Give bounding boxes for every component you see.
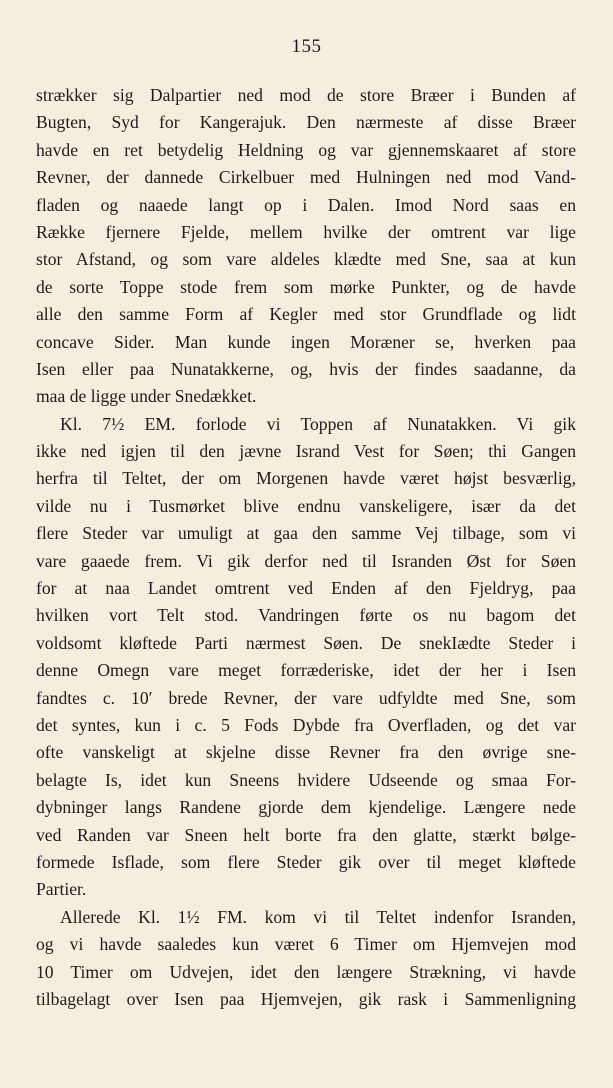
- text-line: og vi havde saaledes kun været 6 Timer om Hjemvejen mod: [36, 934, 576, 955]
- text-line: fandtes c. 10′ brede Revner, der vare udfyldte med Sne, som: [36, 687, 576, 708]
- text-line: ofte vanskeligt at skjelne disse Revner fra den øvrige sne-: [36, 742, 576, 763]
- text-line: Revner, der dannede Cirkelbuer med Hulningen ned mod Vand-: [36, 167, 576, 188]
- text-line: Partier.: [36, 879, 87, 900]
- text-line: denne Omegn vare meget forræderiske, idet der her i Isen: [36, 660, 576, 681]
- text-line: concave Sider. Man kunde ingen Moræner se, hverken paa: [36, 331, 576, 352]
- text-line: fladen og naaede langt op i Dalen. Imod Nord saas en: [36, 194, 576, 215]
- text-line: Kl. 7½ EM. forlode vi Toppen af Nunatakken. Vi gik: [60, 413, 576, 434]
- text-line: maa de ligge under Snedækket.: [36, 386, 257, 407]
- text-line: ved Randen var Sneen helt borte fra den glatte, stærkt bølge-: [36, 824, 576, 845]
- text-line: for at naa Landet omtrent ved Enden af den Fjeldryg, paa: [36, 578, 576, 599]
- text-line: hvilken vort Telt stod. Vandringen førte os nu bagom det: [36, 605, 576, 626]
- text-line: tilbagelagt over Isen paa Hjemvejen, gik rask i Sammenligning: [36, 988, 576, 1009]
- text-line: herfra til Teltet, der om Morgenen havde været højst besværlig,: [36, 468, 576, 489]
- text-line: flere Steder var umuligt at gaa den samme Vej tilbage, som vi: [36, 523, 576, 544]
- text-line: havde en ret betydelig Heldning og var gjennemskaaret af store: [36, 139, 576, 160]
- text-line: strækker sig Dalpartier ned mod de store Bræer i Bunden af: [36, 85, 576, 105]
- page-number: 155: [291, 36, 322, 57]
- text-line: stor Afstand, og som vare aldeles klædte med Sne, saa at kun: [36, 249, 576, 270]
- text-line: belagte Is, idet kun Sneens hvidere Udseende og smaa For-: [36, 769, 576, 790]
- text-line: Allerede Kl. 1½ FM. kom vi til Teltet indenfor Isranden,: [60, 906, 576, 927]
- text-line: 10 Timer om Udvejen, idet den længere Strækning, vi havde: [36, 961, 576, 982]
- text-line: voldsomt kløftede Parti nærmest Søen. De snekIædte Steder i: [36, 632, 576, 653]
- text-line: det syntes, kun i c. 5 Fods Dybde fra Overfladen, og det var: [36, 714, 576, 735]
- text-line: vilde nu i Tusmørket blive endnu vanskeligere, især da det: [36, 495, 576, 516]
- text-line: vare gaaede frem. Vi gik derfor ned til Isranden Øst for Søen: [36, 550, 576, 571]
- text-line: de sorte Toppe stode frem som mørke Punkter, og de havde: [36, 276, 576, 297]
- text-line: ikke ned igjen til den jævne Isrand Vest for Søen; thi Gangen: [36, 441, 576, 462]
- text-line: Isen eller paa Nunatakkerne, og, hvis der findes saadanne, da: [36, 358, 576, 379]
- body-text: [36, 82, 576, 1013]
- text-line: Række fjernere Fjelde, mellem hvilke der omtrent var lige: [36, 221, 576, 242]
- text-line: dybninger langs Randene gjorde dem kjendelige. Længere nede: [36, 797, 576, 818]
- text-line: formede Isflade, som flere Steder gik over til meget kløftede: [36, 851, 576, 872]
- text-line: Bugten, Syd for Kangerajuk. Den nærmeste af disse Bræer: [36, 112, 576, 133]
- text-line: alle den samme Form af Kegler med stor Grundflade og lidt: [36, 304, 576, 325]
